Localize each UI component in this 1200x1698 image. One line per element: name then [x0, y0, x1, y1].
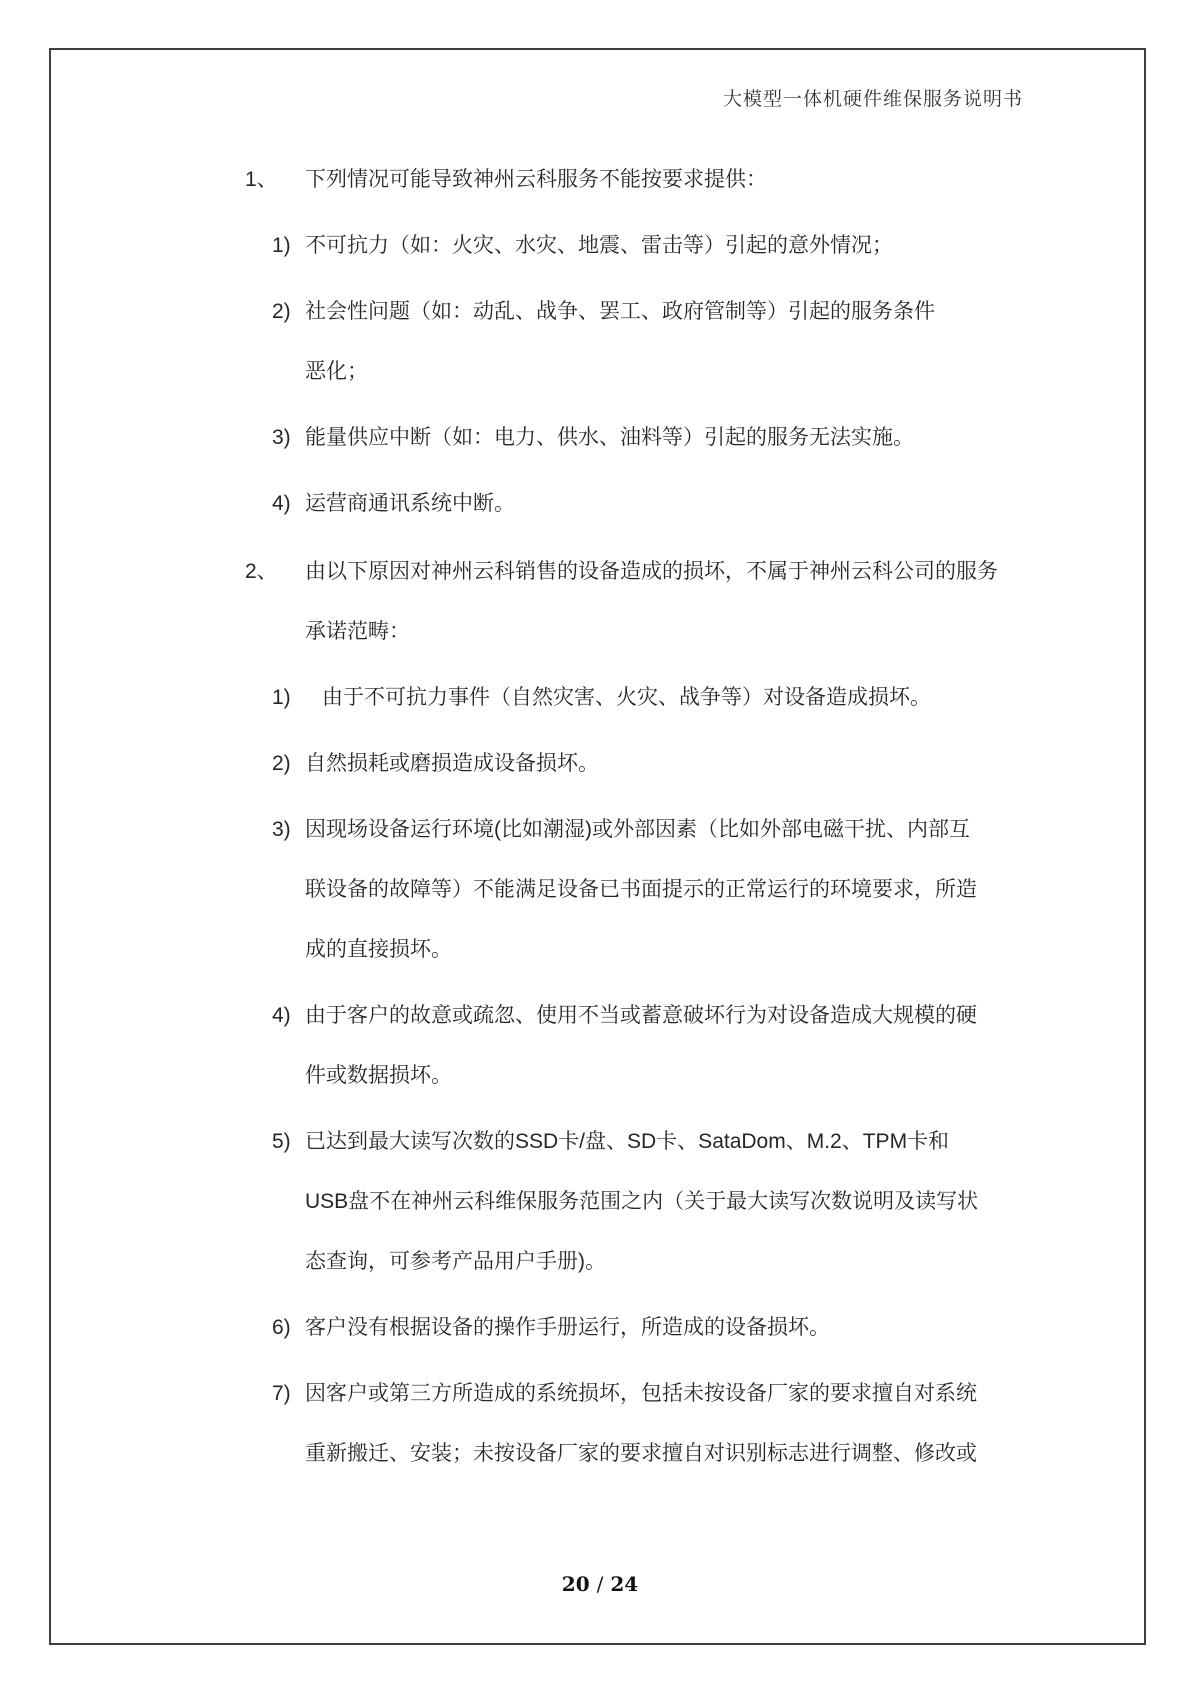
list-item-line: 恶化； [305, 360, 368, 383]
list-item [0, 474, 1200, 534]
list-item [0, 408, 1200, 468]
list-item-line: 由于不可抗力事件（自然灾害、火灾、战争等）对设备造成损坏。 [322, 686, 931, 709]
page-footer [0, 1572, 1200, 1596]
list-item-line: 已达到最大读写次数的SSD卡/盘、SD卡、SataDom、M.2、TPM卡和 [305, 1130, 950, 1153]
list-item-line: 能量供应中断（如：电力、供水、油料等）引起的服务无法实施。 [305, 426, 914, 449]
list-item-line: 不可抗力（如：火灾、水灾、地震、雷击等）引起的意外情况； [305, 234, 893, 257]
list-item [0, 668, 1200, 728]
list-item-number: 1) [272, 686, 291, 709]
document-header-title: 大模型一体机硬件维保服务说明书 [722, 88, 1023, 110]
list-item-line: 件或数据损坏。 [305, 1064, 452, 1087]
list-item-number: 4) [272, 1004, 291, 1027]
list-item [0, 734, 1200, 794]
list-item-number: 2) [272, 300, 291, 323]
list-item [0, 800, 1200, 980]
list-item-line: 社会性问题（如：动乱、战争、罢工、政府管制等）引起的服务条件 [305, 300, 935, 323]
list-item-number: 7) [272, 1382, 291, 1405]
list-item-line: 态查询，可参考产品用户手册)。 [305, 1250, 606, 1273]
list-item-number: 6) [272, 1316, 291, 1339]
section [0, 542, 1200, 1484]
list-item-number: 4) [272, 492, 291, 515]
section-number: 2、 [245, 560, 278, 583]
list-item [0, 1112, 1200, 1292]
list-item [0, 1298, 1200, 1358]
section-heading [0, 150, 1200, 210]
section-title-line: 由以下原因对神州云科销售的设备造成的损坏，不属于神州云科公司的服务 [305, 560, 998, 583]
section-title-line: 承诺范畴： [305, 620, 410, 643]
document-body [0, 150, 1200, 1484]
list-item-line: 因客户或第三方所造成的系统损坏，包括未按设备厂家的要求擅自对系统 [305, 1382, 977, 1405]
list-item-line: 运营商通讯系统中断。 [305, 492, 515, 515]
list-item-number: 1) [272, 234, 291, 257]
section-title-line: 下列情况可能导致神州云科服务不能按要求提供： [305, 168, 767, 191]
list-item-line: 成的直接损坏。 [305, 938, 452, 961]
list-item-line: 自然损耗或磨损造成设备损坏。 [305, 752, 599, 775]
list-item-line: 联设备的故障等）不能满足设备已书面提示的正常运行的环境要求，所造 [305, 878, 977, 901]
list-item-line: 重新搬迁、安装；未按设备厂家的要求擅自对识别标志进行调整、修改或 [305, 1442, 977, 1465]
list-item-line: 由于客户的故意或疏忽、使用不当或蓄意破坏行为对设备造成大规模的硬 [305, 1004, 977, 1027]
list-item-line: USB盘不在神州云科维保服务范围之内（关于最大读写次数说明及读写状 [305, 1190, 979, 1213]
list-item [0, 986, 1200, 1106]
section-heading [0, 542, 1200, 662]
page-number-separator: / [596, 1572, 604, 1596]
list-item [0, 282, 1200, 402]
list-item-number: 3) [272, 818, 291, 841]
list-item-line: 客户没有根据设备的操作手册运行，所造成的设备损坏。 [305, 1316, 830, 1339]
section-number: 1、 [245, 168, 278, 191]
list-item [0, 1364, 1200, 1484]
list-item-number: 5) [272, 1130, 291, 1153]
page-number-current: 20 [561, 1572, 590, 1596]
page-number-total: 24 [610, 1572, 639, 1596]
list-item-line: 因现场设备运行环境(比如潮湿)或外部因素（比如外部电磁干扰、内部互 [305, 818, 970, 841]
list-item-number: 2) [272, 752, 291, 775]
list-item-number: 3) [272, 426, 291, 449]
section [0, 150, 1200, 534]
list-item [0, 216, 1200, 276]
